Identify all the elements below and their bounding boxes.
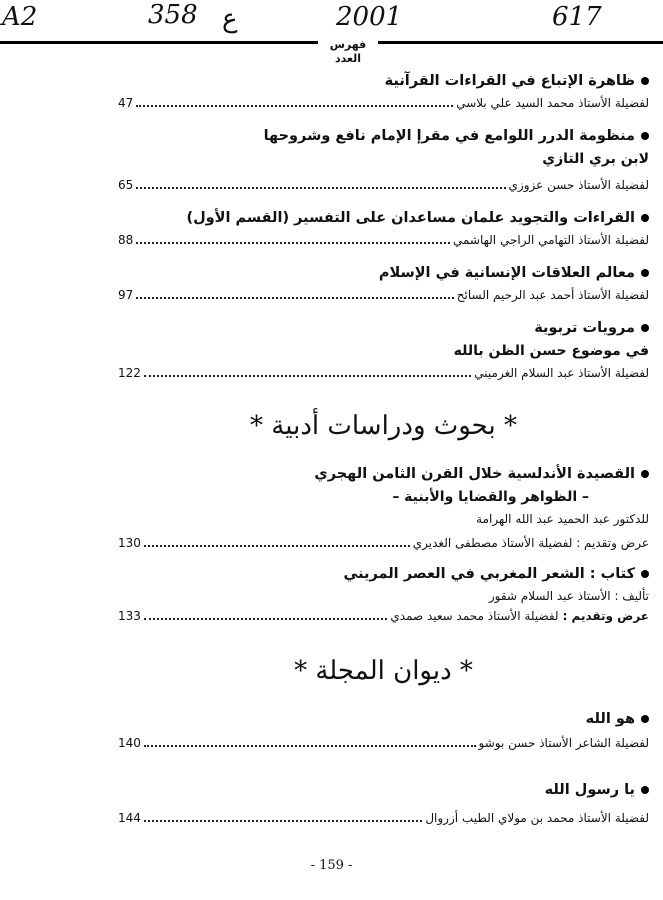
dot-leader: [136, 297, 453, 299]
table-of-contents: [118, 70, 649, 828]
entry-author-line: [118, 808, 649, 828]
bullet-icon: [641, 715, 649, 723]
bullet-icon: [641, 132, 649, 140]
entry-author-line: [118, 533, 649, 553]
entry-author-line: [118, 606, 649, 626]
toc-entry: [118, 463, 649, 553]
toc-entry: [118, 207, 649, 250]
margin-note-a2: A2: [2, 2, 38, 32]
section-heading-diwan: * ديوان المجلة *: [294, 656, 473, 686]
entry-page: 65: [118, 178, 134, 192]
dot-leader: [136, 187, 505, 189]
entry-author: لفضيلة الأستاذ محمد السيد علي بلاسي: [456, 96, 649, 110]
entry-author-line: [118, 733, 649, 753]
margin-note-ref: 617: [552, 2, 602, 32]
section-heading-literary: * بحوث ودراسات أدبية *: [250, 411, 517, 441]
entry-title: كتاب : الشعر المغربي في العصر المريني: [118, 563, 649, 586]
entry-title: القراءات والتجويد علمان مساعدان على التفسير (القسم الأول): [118, 207, 649, 230]
entry-page: 88: [118, 233, 134, 247]
entry-author: لفضيلة الأستاذ عبد السلام الغرميني: [474, 366, 649, 380]
entry-author: لفضيلة الأستاذ محمد سعيد صمدي: [390, 609, 559, 623]
toc-entry: [118, 70, 649, 113]
toc-entry: [118, 708, 649, 753]
entry-note: تأليف : الأستاذ عبد السلام شقور: [488, 589, 649, 603]
entry-page: 122: [118, 366, 141, 380]
entry-author: لفضيلة الأستاذ أحمد عبد الرحيم السائح: [456, 288, 649, 302]
entry-subtitle: لابن بري التازي: [542, 151, 649, 167]
entry-author-line: [118, 230, 649, 250]
entry-author: لفضيلة الأستاذ محمد بن مولاي الطيب أزروال: [425, 811, 649, 825]
bullet-icon: [641, 786, 649, 794]
bullet-icon: [641, 470, 649, 478]
entry-note: للدكتور عبد الحميد عبد الله الهرامة: [476, 512, 649, 526]
dot-leader: [136, 105, 453, 107]
dot-leader: [144, 545, 410, 547]
bullet-icon: [641, 214, 649, 222]
toc-entry: [118, 262, 649, 305]
entry-title: القصيدة الأندلسية خلال القرن الثامن الهجري: [118, 463, 649, 486]
margin-note-year: 2001: [336, 2, 403, 32]
margin-note-ayn: ع: [222, 4, 238, 34]
header-title: فهرس العدد: [318, 38, 378, 52]
entry-author-line: [118, 363, 649, 383]
dot-leader: [144, 618, 387, 620]
entry-author-line: [118, 285, 649, 305]
toc-entry: [118, 125, 649, 195]
page-number: - 159 -: [310, 858, 353, 873]
dot-leader: [136, 242, 450, 244]
entry-author: عرض وتقديم : لفضيلة الأستاذ مصطفى الغديري: [412, 536, 649, 550]
entry-page: 140: [118, 736, 141, 750]
entry-title: منظومة الدرر اللوامع في مقرإ الإمام نافع وشروحها: [118, 125, 649, 148]
entry-page: 47: [118, 96, 134, 110]
entry-title: ظاهرة الإتباع في القراءات القرآنية: [118, 70, 649, 93]
bullet-icon: [641, 324, 649, 332]
margin-note-number: 358: [148, 0, 198, 30]
entry-author: لفضيلة الأستاذ حسن عزوزي: [508, 178, 649, 192]
dot-leader: [144, 745, 476, 747]
entry-author: لفضيلة الشاعر الأستاذ حسن بوشو: [478, 736, 649, 750]
entry-title: مرويات تربوية: [118, 317, 649, 340]
toc-entry: [118, 563, 649, 626]
bullet-icon: [641, 570, 649, 578]
entry-page: 144: [118, 811, 141, 825]
entry-page: 97: [118, 288, 134, 302]
toc-entry: [118, 317, 649, 383]
entry-page: 133: [118, 609, 141, 623]
entry-subtitle: – الظواهر والقضايا والأبنية –: [392, 489, 589, 505]
entry-title: هو الله: [118, 708, 649, 731]
entry-author: لفضيلة الأستاذ التهامي الراجي الهاشمي: [452, 233, 649, 247]
dot-leader: [144, 820, 422, 822]
dot-leader: [144, 375, 471, 377]
entry-author-line: [118, 93, 649, 113]
entry-page: 130: [118, 536, 141, 550]
entry-title: معالم العلاقات الإنسانية في الإسلام: [118, 262, 649, 285]
bullet-icon: [641, 77, 649, 85]
entry-subtitle: في موضوع حسن الظن بالله: [453, 343, 649, 359]
entry-author-prefix: عرض وتقديم :: [562, 609, 649, 623]
toc-entry: [118, 779, 649, 828]
entry-title: يا رسول الله: [118, 779, 649, 802]
bullet-icon: [641, 269, 649, 277]
entry-author-line: [118, 175, 649, 195]
